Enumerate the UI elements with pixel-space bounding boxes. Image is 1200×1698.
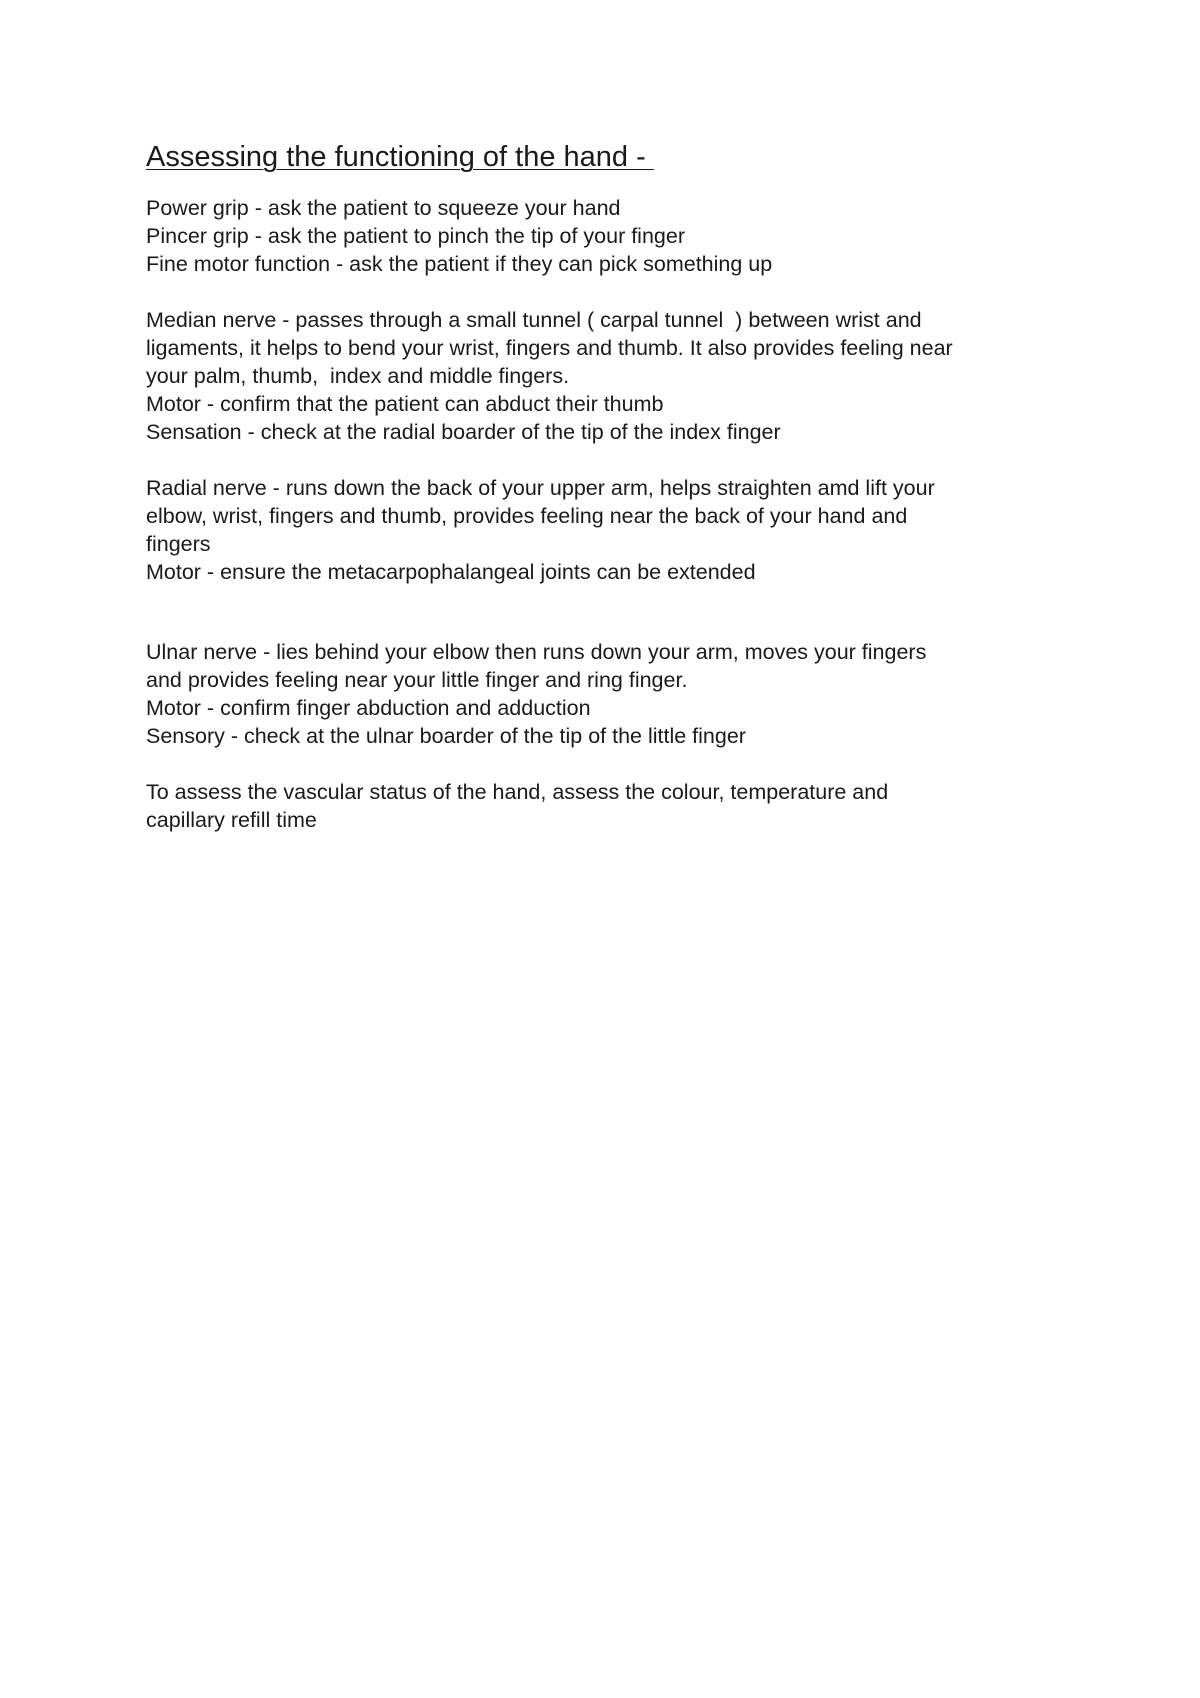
radial-nerve-section: [146, 474, 1086, 586]
ulnar-sensory-line: Sensory - check at the ulnar boarder of the tip of the little finger: [146, 724, 746, 748]
ulnar-nerve-line-1: Ulnar nerve - lies behind your elbow then runs down your arm, moves your fingers: [146, 640, 927, 664]
median-nerve-line-2: ligaments, it helps to bend your wrist, fingers and thumb. It also provides feeling near: [146, 336, 953, 360]
median-nerve-line-3: your palm, thumb, index and middle fingers.: [146, 364, 570, 388]
document-title: Assessing the functioning of the hand -: [146, 141, 654, 173]
fine-motor-line: Fine motor function - ask the patient if they can pick something up: [146, 252, 773, 276]
vascular-line-1: To assess the vascular status of the hand, assess the colour, temperature and: [146, 780, 889, 804]
power-grip-line: Power grip - ask the patient to squeeze your hand: [146, 196, 621, 220]
radial-nerve-line-3: fingers: [146, 532, 211, 556]
grip-section: [146, 194, 1086, 278]
median-nerve-section: [146, 306, 1086, 446]
vascular-line-2: capillary refill time: [146, 808, 317, 832]
ulnar-motor-line: Motor - confirm finger abduction and adduction: [146, 696, 591, 720]
median-nerve-line-1: Median nerve - passes through a small tunnel ( carpal tunnel ) between wrist and: [146, 308, 922, 332]
spacer: [146, 750, 1086, 778]
spacer: [146, 446, 1086, 474]
spacer: [146, 278, 1086, 306]
document-page: [146, 140, 1086, 834]
pincer-grip-line: Pincer grip - ask the patient to pinch the tip of your finger: [146, 224, 685, 248]
median-motor-line: Motor - confirm that the patient can abduct their thumb: [146, 392, 664, 416]
spacer: [146, 586, 1086, 638]
ulnar-nerve-line-2: and provides feeling near your little finger and ring finger.: [146, 668, 688, 692]
radial-motor-line: Motor - ensure the metacarpophalangeal joints can be extended: [146, 560, 756, 584]
median-sensation-line: Sensation - check at the radial boarder of the tip of the index finger: [146, 420, 781, 444]
ulnar-nerve-section: [146, 638, 1086, 750]
vascular-section: [146, 778, 1086, 834]
radial-nerve-line-1: Radial nerve - runs down the back of your upper arm, helps straighten amd lift your: [146, 476, 935, 500]
radial-nerve-line-2: elbow, wrist, fingers and thumb, provides feeling near the back of your hand and: [146, 504, 908, 528]
